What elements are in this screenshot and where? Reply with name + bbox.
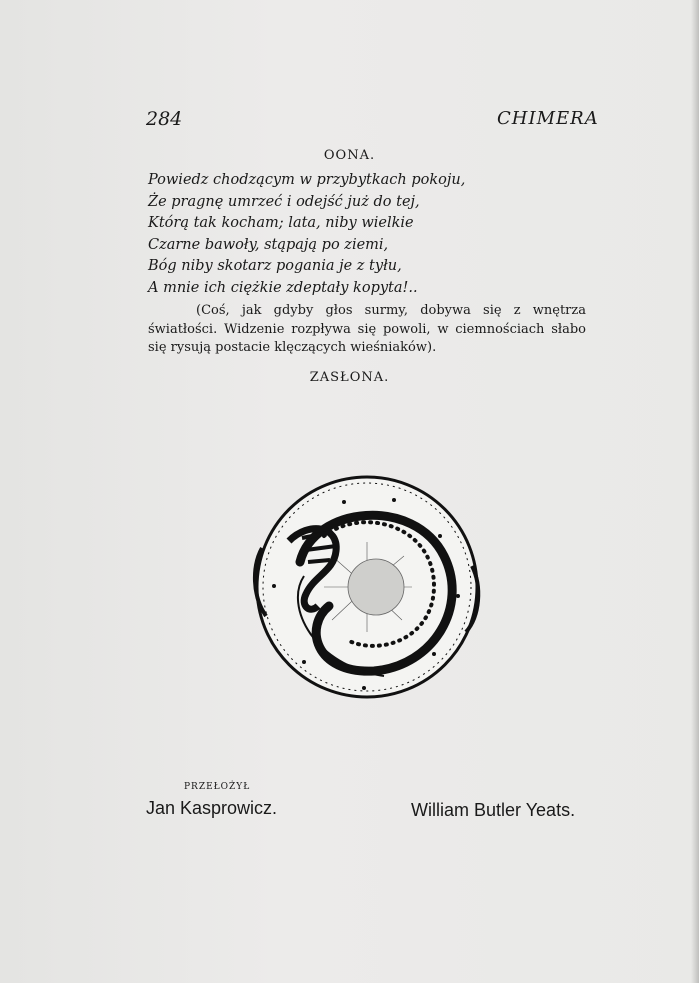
verse-line: Czarne bawoły, stąpają po ziemi,: [148, 236, 389, 253]
verse-block: [148, 170, 465, 299]
verse-line: Że pragnę umrzeć i odejść już do tej,: [148, 193, 420, 210]
speaker-name: OONA.: [323, 148, 376, 163]
verse-line: Powiedz chodzącym w przybytkach pokoju,: [148, 172, 466, 188]
author-name: William Butler Yeats.: [411, 800, 576, 820]
curtain-note: ZASŁONA.: [309, 370, 390, 385]
translated-by-label: PRZEŁOŻYŁ: [184, 782, 251, 792]
translator-name: Jan Kasprowicz.: [146, 798, 278, 818]
stage-direction: (Coś, jak gdyby głos surmy, dobywa się z wnętrza światłości. Widzenie rozpływa się powoli, w ciemnościach słabo się rysują postacie klęczących wieśniaków).: [148, 303, 586, 355]
verse-line: A mnie ich ciężkie zdeptały kopyta!..: [148, 279, 418, 296]
verse-line: Którą tak kocham; lata, niby wielkie: [148, 215, 414, 231]
page-number: 284: [146, 108, 183, 130]
running-head: CHIMERA: [497, 108, 599, 129]
celtic-serpent-ornament-icon: [244, 466, 490, 708]
verse-line: Bóg niby skotarz pogania je z tyłu,: [148, 258, 402, 274]
